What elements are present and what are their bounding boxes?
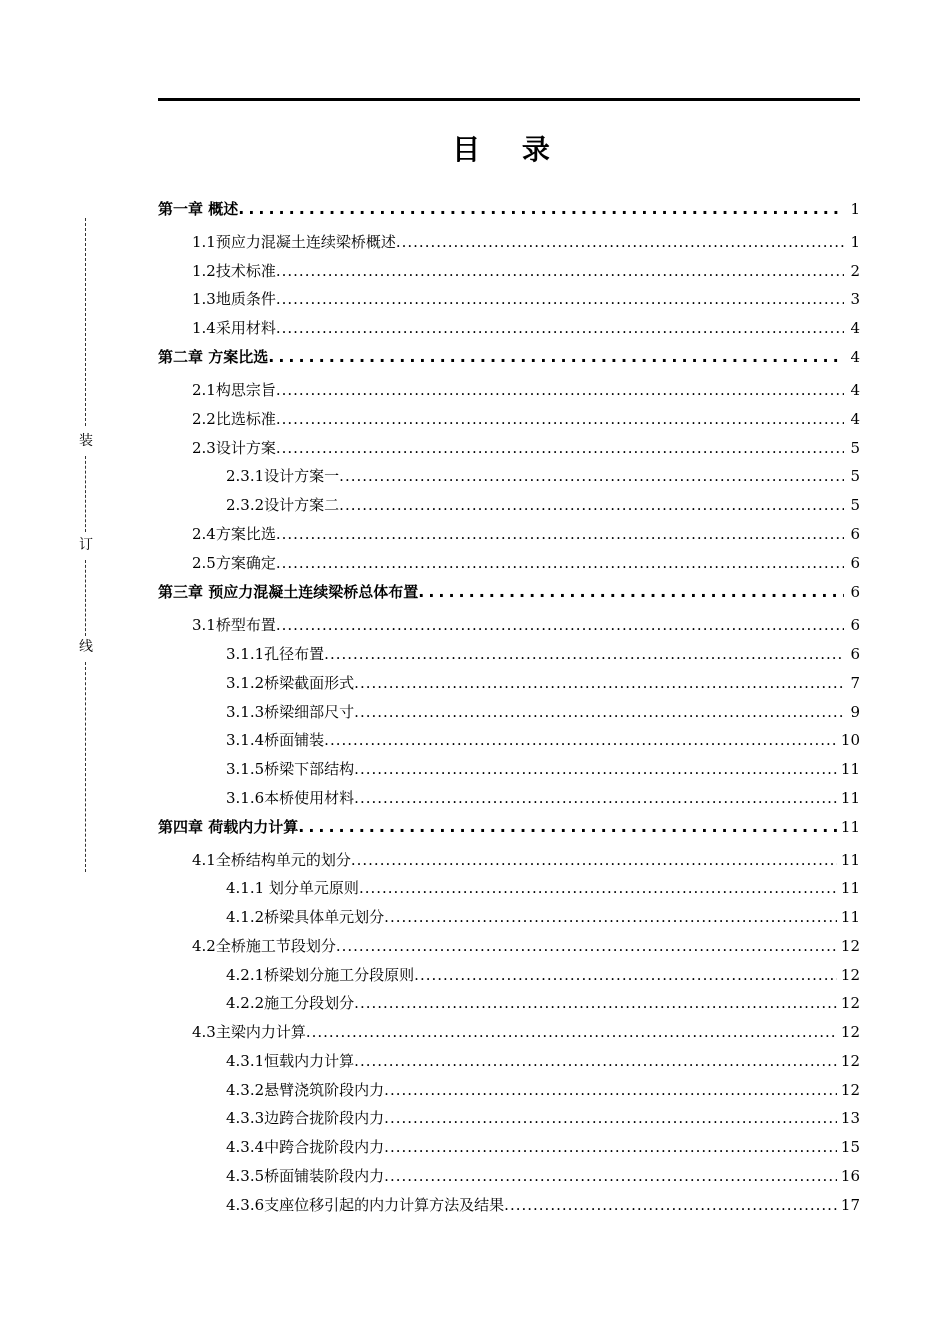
toc-entry-title: 2.4方案比选 <box>192 525 276 543</box>
toc-entry[interactable] <box>158 1105 860 1131</box>
toc-page-number: 6 <box>850 525 860 543</box>
toc-entry-title: 4.1.2桥梁具体单元划分 <box>226 908 385 926</box>
toc-page-number: 2 <box>850 262 860 280</box>
toc-page-number: 4 <box>850 410 860 428</box>
toc-page-number: 12 <box>840 1052 860 1070</box>
toc-entry-title: 4.3.3边跨合拢阶段内力 <box>226 1109 385 1127</box>
toc-leader-dots <box>298 814 837 840</box>
toc-entry[interactable] <box>158 521 860 547</box>
toc-leader-dots <box>384 1105 837 1131</box>
toc-leader-dots <box>276 258 844 284</box>
toc-leader-dots <box>276 521 844 547</box>
toc-entry[interactable] <box>158 785 860 811</box>
toc-entry[interactable] <box>158 1019 860 1045</box>
toc-entry[interactable] <box>158 1134 860 1160</box>
toc-entry-title: 1.3地质条件 <box>192 290 276 308</box>
toc-leader-dots <box>324 641 844 667</box>
toc-leader-dots <box>324 727 837 753</box>
toc-entry-title: 4.1.1 划分单元原则 <box>226 879 359 897</box>
toc-entry[interactable] <box>158 492 860 518</box>
toc-entry-title: 4.3.4中跨合拢阶段内力 <box>226 1138 385 1156</box>
toc-page-number: 12 <box>840 1023 860 1041</box>
toc-page-number: 4 <box>850 348 860 366</box>
toc-entry-title: 4.1全桥结构单元的划分 <box>192 851 351 869</box>
toc-entry[interactable] <box>158 258 860 284</box>
toc-page-number: 7 <box>850 674 860 692</box>
toc-entry[interactable] <box>158 847 860 873</box>
toc-leader-dots <box>276 286 844 312</box>
toc-entry-title: 2.3.1设计方案一 <box>226 467 340 485</box>
binding-char: 线 <box>79 639 93 655</box>
toc-entry-title: 4.2全桥施工节段划分 <box>192 937 336 955</box>
toc-leader-dots <box>359 875 837 901</box>
toc-page-number: 12 <box>840 994 860 1012</box>
toc-page-number: 6 <box>850 554 860 572</box>
toc-entry[interactable] <box>158 1048 860 1074</box>
toc-leader-dots <box>238 196 844 222</box>
toc-leader-dots <box>336 933 837 959</box>
toc-page-number: 6 <box>850 583 860 601</box>
toc-leader-dots <box>276 406 844 432</box>
toc-entry[interactable] <box>158 756 860 782</box>
toc-page-number: 5 <box>850 467 860 485</box>
toc-page-number: 9 <box>850 703 860 721</box>
toc-entry[interactable] <box>158 933 860 959</box>
toc-entry-title: 4.2.2施工分段划分 <box>226 994 355 1012</box>
toc-leader-dots <box>384 1134 837 1160</box>
toc-page-number: 6 <box>850 645 860 663</box>
toc-leader-dots <box>339 463 844 489</box>
toc-entry-title: 第二章 方案比选 <box>158 348 269 366</box>
toc-leader-dots <box>306 1019 837 1045</box>
toc-page-number: 11 <box>840 760 860 778</box>
toc-entry[interactable] <box>158 406 860 432</box>
toc-page-number: 5 <box>850 439 860 457</box>
toc-page-number: 12 <box>840 937 860 955</box>
toc-leader-dots <box>351 847 837 873</box>
toc-entry[interactable] <box>158 377 860 403</box>
toc-entry-title: 2.3设计方案 <box>192 439 276 457</box>
toc-page-number: 10 <box>840 731 860 749</box>
page-title: 目 录 <box>452 133 566 166</box>
toc-entry-title: 3.1.1孔径布置 <box>226 645 325 663</box>
toc-page-number: 5 <box>850 496 860 514</box>
toc-leader-dots <box>384 904 837 930</box>
toc-leader-dots <box>276 612 844 638</box>
toc-leader-dots <box>504 1192 837 1218</box>
toc-entry[interactable] <box>158 727 860 753</box>
toc-entry[interactable] <box>158 463 860 489</box>
toc-entry-title: 第三章 预应力混凝土连续梁桥总体布置 <box>158 583 419 601</box>
toc-entry-title: 4.3主梁内力计算 <box>192 1023 306 1041</box>
toc-entry-title: 3.1.6本桥使用材料 <box>226 789 355 807</box>
toc-entry-title: 1.4采用材料 <box>192 319 276 337</box>
toc-page-number: 4 <box>850 319 860 337</box>
toc-entry-title: 4.3.6支座位移引起的内力计算方法及结果 <box>226 1196 505 1214</box>
toc-page-number: 12 <box>840 1081 860 1099</box>
toc-leader-dots <box>418 579 844 605</box>
toc-chapter-entry[interactable] <box>158 344 860 370</box>
toc-entry[interactable] <box>158 286 860 312</box>
toc-entry[interactable] <box>158 550 860 576</box>
toc-page-number: 11 <box>840 789 860 807</box>
toc-page-number: 3 <box>850 290 860 308</box>
toc-entry-title: 4.3.2悬臂浇筑阶段内力 <box>226 1081 385 1099</box>
toc-leader-dots <box>384 1163 837 1189</box>
toc-leader-dots <box>276 315 844 341</box>
toc-leader-dots <box>414 962 837 988</box>
toc-chapter-entry[interactable] <box>158 814 860 840</box>
toc-entry[interactable] <box>158 990 860 1016</box>
toc-page-number: 12 <box>840 966 860 984</box>
toc-entry[interactable] <box>158 435 860 461</box>
toc-chapter-entry[interactable] <box>158 579 860 605</box>
toc-entry-title: 3.1.5桥梁下部结构 <box>226 760 355 778</box>
toc-chapter-entry[interactable] <box>158 196 860 222</box>
toc-page-number: 11 <box>840 879 860 897</box>
toc-leader-dots <box>354 990 837 1016</box>
toc-entry-title: 3.1.3桥梁细部尺寸 <box>226 703 355 721</box>
toc-entry[interactable] <box>158 1192 860 1218</box>
toc-entry-title: 3.1.4桥面铺装 <box>226 731 325 749</box>
toc-entry[interactable] <box>158 1077 860 1103</box>
toc-entry-title: 第一章 概述 <box>158 200 239 218</box>
toc-leader-dots <box>396 229 844 255</box>
toc-entry-title: 2.1构思宗旨 <box>192 381 276 399</box>
toc-leader-dots <box>354 785 837 811</box>
toc-page-number: 15 <box>840 1138 860 1156</box>
toc-page-number: 11 <box>840 818 860 836</box>
toc-leader-dots <box>339 492 844 518</box>
toc-page-number: 1 <box>850 200 860 218</box>
toc-leader-dots <box>276 435 844 461</box>
toc-leader-dots <box>354 1048 837 1074</box>
toc-entry[interactable] <box>158 612 860 638</box>
toc-entry[interactable] <box>158 670 860 696</box>
toc-entry-title: 3.1.2桥梁截面形式 <box>226 674 355 692</box>
toc-entry[interactable] <box>158 904 860 930</box>
toc-entry-title: 第四章 荷载内力计算 <box>158 818 299 836</box>
toc-page-number: 17 <box>840 1196 860 1214</box>
toc-page-number: 11 <box>840 851 860 869</box>
toc-entry-title: 2.3.2设计方案二 <box>226 496 340 514</box>
toc-entry[interactable] <box>158 315 860 341</box>
toc-leader-dots <box>276 377 844 403</box>
toc-leader-dots <box>354 756 837 782</box>
toc-entry[interactable] <box>158 962 860 988</box>
toc-entry-title: 4.3.5桥面铺装阶段内力 <box>226 1167 385 1185</box>
toc-leader-dots <box>354 699 844 725</box>
toc-leader-dots <box>354 670 844 696</box>
toc-entry-title: 2.5方案确定 <box>192 554 276 572</box>
binding-char: 装 <box>79 433 93 449</box>
toc-leader-dots <box>268 344 844 370</box>
toc-entry[interactable] <box>158 1163 860 1189</box>
toc-entry-title: 1.2技术标准 <box>192 262 276 280</box>
toc-leader-dots <box>276 550 844 576</box>
toc-leader-dots <box>384 1077 837 1103</box>
toc-entry-title: 3.1桥型布置 <box>192 616 276 634</box>
toc-page-number: 16 <box>840 1167 860 1185</box>
toc-page-number: 11 <box>840 908 860 926</box>
binding-char: 订 <box>79 537 93 553</box>
toc-entry[interactable] <box>158 699 860 725</box>
toc-entry[interactable] <box>158 875 860 901</box>
toc-entry-title: 4.2.1桥梁划分施工分段原则 <box>226 966 415 984</box>
toc-entry[interactable] <box>158 641 860 667</box>
toc-page-number: 13 <box>840 1109 860 1127</box>
toc-entry-title: 4.3.1恒载内力计算 <box>226 1052 355 1070</box>
toc-page-number: 1 <box>850 233 860 251</box>
toc-entry-title: 2.2比选标准 <box>192 410 276 428</box>
toc-entry[interactable] <box>158 229 860 255</box>
toc-entry-title: 1.1预应力混凝土连续梁桥概述 <box>192 233 396 251</box>
toc-page-number: 4 <box>850 381 860 399</box>
toc-page-number: 6 <box>850 616 860 634</box>
